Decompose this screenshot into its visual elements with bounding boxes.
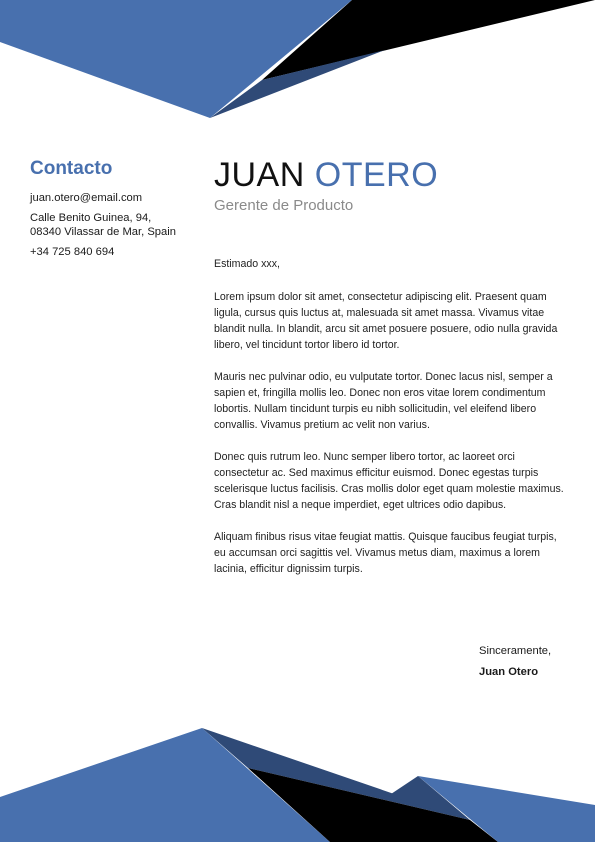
last-name: OTERO xyxy=(314,156,439,194)
address-line-2: 08340 Vilassar de Mar, Spain xyxy=(30,226,176,238)
applicant-name xyxy=(214,155,438,195)
job-title: Gerente de Producto xyxy=(214,197,354,214)
bottom-black-shape xyxy=(248,768,498,842)
bottom-dark-blue-shape xyxy=(202,728,470,820)
greeting: Estimado xxx, xyxy=(214,258,280,270)
first-name: JUAN xyxy=(214,156,305,194)
bottom-dark-blue-small-shape xyxy=(388,776,470,820)
bottom-blue-left-shape xyxy=(0,728,330,842)
signer-name: Juan Otero xyxy=(479,666,539,678)
letter-body xyxy=(214,256,566,593)
contact-heading: Contacto xyxy=(30,158,113,179)
contact-address xyxy=(30,211,205,239)
paragraph-3: Donec quis rutrum leo. Nunc semper libero tortor, ac laoreet orci consectetur ac. Sed maximus efficitur euismod. Donec egestas turpis scelerisque luctus facilisis. Cras mollis dolor eget quam molestie maximus. Cras blandit nisl a neque imperdiet, eget ultrices odio dapibus. xyxy=(214,451,564,511)
top-geometric-banner xyxy=(0,0,595,125)
top-dark-blue-shape xyxy=(210,50,385,118)
address-line-1: Calle Benito Guinea, 94, xyxy=(30,212,152,224)
bottom-blue-right-shape xyxy=(418,776,595,842)
contact-phone[interactable]: +34 725 840 694 xyxy=(30,246,115,258)
paragraph-4: Aliquam finibus risus vitae feugiat mattis. Quisque faucibus feugiat turpis, eu accumsan orci sagittis vel. Vivamus metus diam, maximus a lorem lacinia, efficitur dignissim turpis. xyxy=(214,531,557,575)
contact-sidebar xyxy=(30,158,205,265)
signoff xyxy=(479,642,551,681)
closing-phrase: Sinceramente, xyxy=(479,645,552,657)
top-black-shape xyxy=(262,0,595,80)
paragraph-1: Lorem ipsum dolor sit amet, consectetur adipiscing elit. Praesent quam ligula, cursus quis luctus at, malesuada sit amet massa. Vivamus vitae blandit nulla. In blandit, arcu sit amet posuere posuere, odio nulla gravida libero, vel tincidunt tortor libero id tortor. xyxy=(214,291,558,351)
letter-header xyxy=(214,155,438,214)
top-blue-shape xyxy=(0,0,352,118)
contact-email[interactable]: juan.otero@email.com xyxy=(30,192,143,204)
paragraph-2: Mauris nec pulvinar odio, eu vulputate tortor. Donec lacus nisl, semper a sapien et, fringilla mollis leo. Donec non eros vitae lorem condimentum lobortis. Nullam tincidunt turpis eu nibh sollicitudin, vel eleifend libero convallis. Vivamus pretium ac velit non varius. xyxy=(214,371,553,431)
bottom-geometric-banner xyxy=(0,722,595,842)
